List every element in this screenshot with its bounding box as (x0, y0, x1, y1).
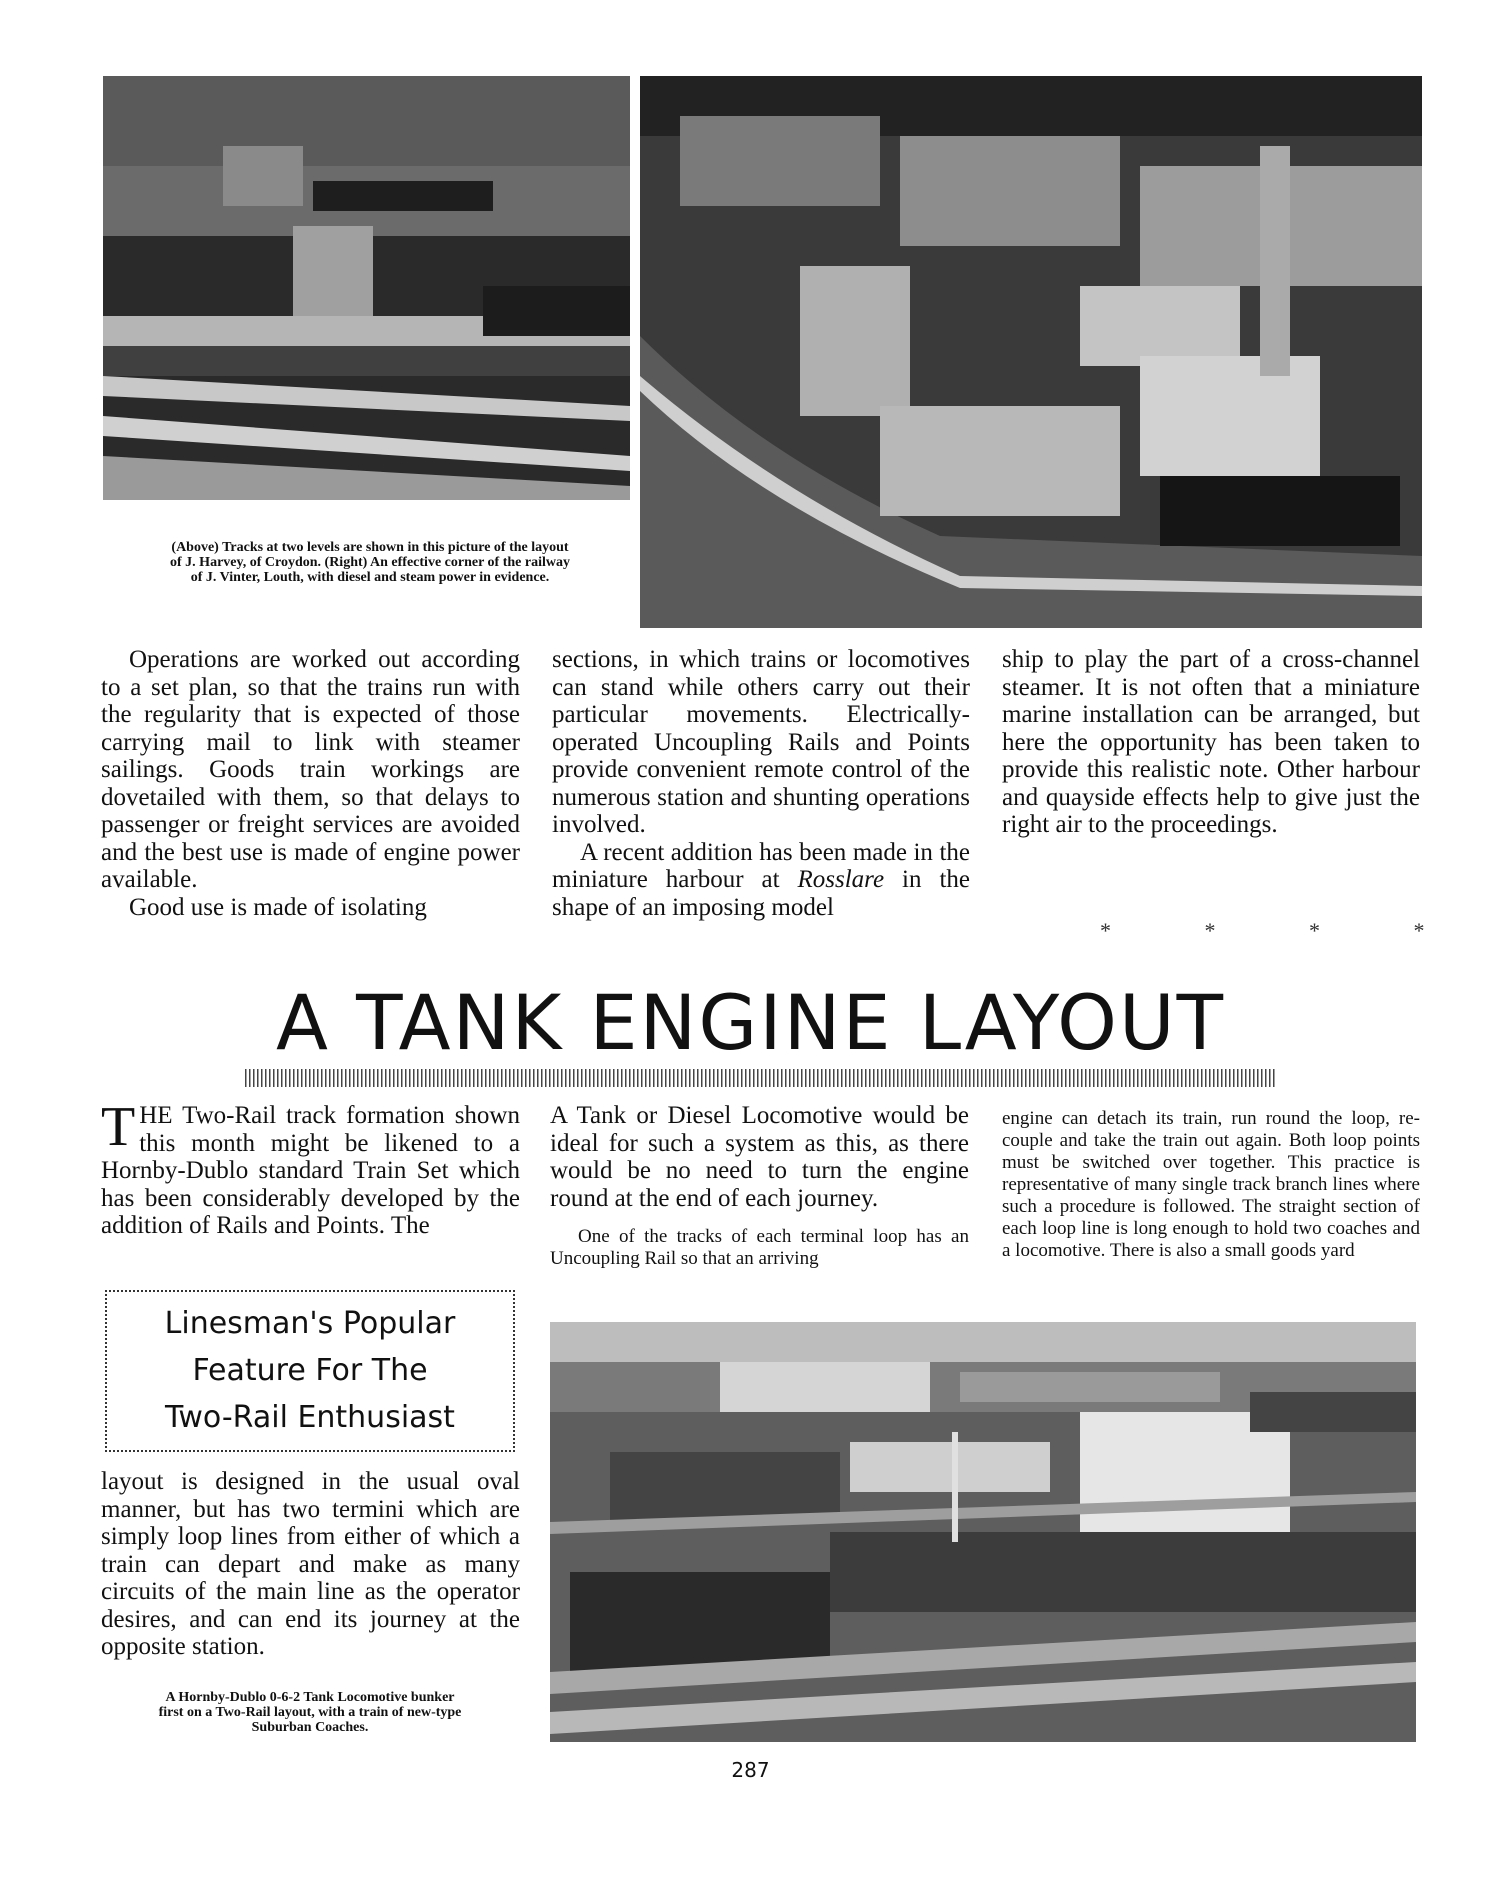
paragraph: Operations are worked out according to a set plan, so that the trains run with the regularity that is expected of those carrying mail to link with steamer sailings. Goods train workings are dovetailed with them, so that delays to passenger or freight services are avoided and the best use is made of engine power available. (101, 646, 520, 893)
paragraph: Good use is made of isolating (129, 893, 427, 921)
feature-box (105, 1290, 515, 1452)
article2-column-1 (101, 1096, 520, 1240)
article1-column-1 (101, 646, 520, 921)
caption-line: first on a Two-Rail layout, with a train of new-type (158, 1705, 462, 1720)
section-separator: * * * * (1100, 918, 1469, 943)
paragraph: engine can detach its train, run round the loop, re-couple and take the train out again. Both loop points must be switched over together. This practice is representative of many single track branch lines where such a procedure is followed. The straight section of each loop line is long enough to hold two coaches and a locomotive. There is also a small goods yard (1002, 1108, 1420, 1261)
paragraph: sections, in which trains or locomotives can stand while others carry out their particular movements. Electrically-operated Uncoupling Rails and Points provide convenient remote control of the numerous station and shunting operations involved. (552, 646, 970, 838)
paragraph: layout is designed in the usual oval manner, but has two termini which are simply loop lines from either of which a train can depart and make as many circuits of the main line as the operator desires, and can end its journey at the opposite station. (101, 1468, 520, 1660)
article1-column-2 (552, 646, 970, 921)
caption-line: of J. Vinter, Louth, with diesel and steam power in evidence. (190, 570, 550, 585)
caption-line: of J. Harvey, of Croydon. (Right) An effective corner of the railway (170, 555, 570, 570)
caption-line: (Above) Tracks at two levels are shown in this picture of the layout (171, 540, 569, 555)
paragraph: A Tank or Diesel Locomotive would be ideal for such a system as this, as there would be no need to turn the engine round at the end of each journey. (550, 1102, 969, 1212)
article2-column-2 (550, 1102, 969, 1270)
text-run: HE Two-Rail track formation shown this month might be likened to a Hornby-Dublo standard Train Set which has been considerably developed by the addition of Rails and Points. The (101, 1102, 520, 1239)
feature-box-line: Two-Rail Enthusiast (165, 1400, 455, 1435)
caption-line: Suburban Coaches. (251, 1720, 369, 1735)
paragraph: ship to play the part of a cross-channel steamer. It is not often that a miniature marine installation can be arranged, but here the opportunity has been taken to provide this realistic note. Other harbour and quayside effects help to give just the right air to the proceedings. (1002, 646, 1420, 838)
page-number: 287 (731, 1758, 770, 1782)
feature-box-line: Linesman's Popular (164, 1306, 456, 1341)
headline: A TANK ENGINE LAYOUT (275, 978, 1226, 1067)
railway-corner-photo (640, 76, 1422, 628)
text-run: in the shape of an imposing model (552, 866, 970, 921)
bottom-photo-caption (98, 1690, 522, 1735)
article2-column-1-continued (101, 1468, 520, 1661)
caption-line: A Hornby-Dublo 0-6-2 Tank Locomotive bunker (165, 1690, 455, 1705)
place-name: Rosslare (797, 866, 885, 893)
article2-column-3 (1002, 1108, 1420, 1262)
top-photo-caption (100, 540, 640, 585)
headline-rule (245, 1069, 1275, 1087)
tank-locomotive-photo (550, 1322, 1416, 1742)
feature-box-line: Feature For The (192, 1353, 428, 1388)
article1-column-3 (1002, 646, 1420, 839)
paragraph (552, 839, 970, 922)
tracks-two-levels-photo (103, 76, 630, 500)
paragraph (101, 1096, 520, 1240)
paragraph: One of the tracks of each terminal loop has an Uncoupling Rail so that an arriving (550, 1226, 969, 1269)
text-run: A recent addition has been made in the miniature harbour at (552, 838, 970, 893)
drop-cap: T (101, 1096, 136, 1158)
